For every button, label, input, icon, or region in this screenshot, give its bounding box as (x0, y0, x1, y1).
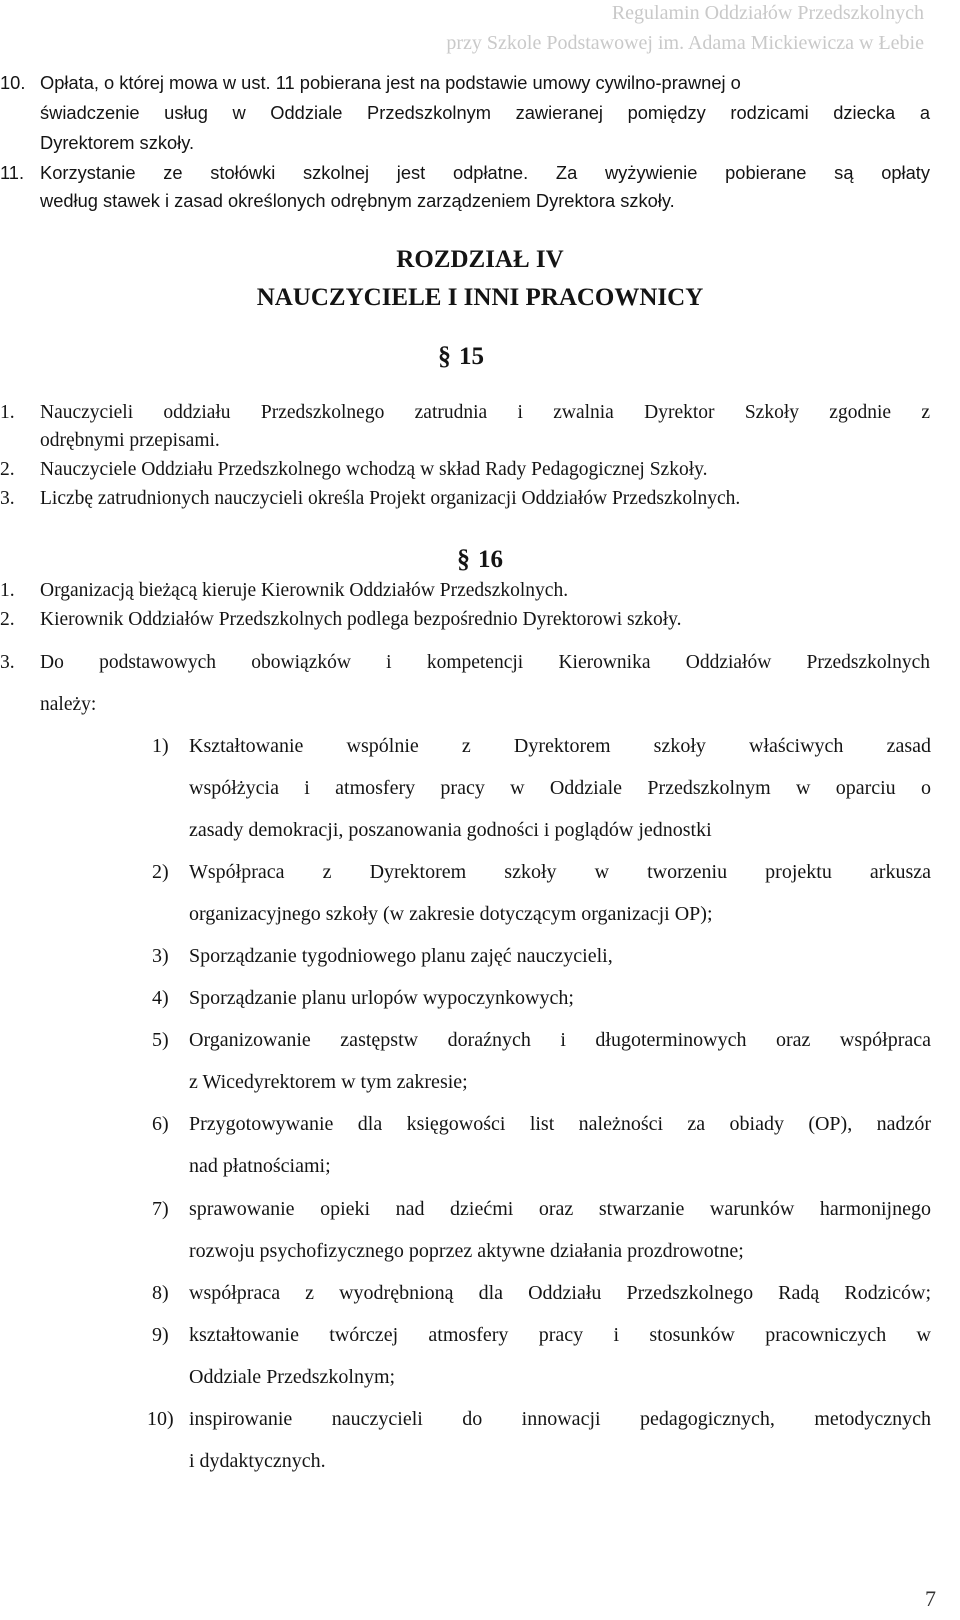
duty-line: współżycia i atmosfery pracy w Oddziale Przedszkolnym w oparciu o (189, 777, 931, 799)
paragraph-number: 11. (0, 162, 25, 183)
section-number: 16 (478, 546, 503, 573)
duty-line: Sporządzanie tygodniowego planu zajęć nauczycieli, (189, 945, 613, 967)
duty-line: z Wicedyrektorem w tym zakresie; (189, 1071, 468, 1093)
section-16-heading (457, 544, 503, 575)
duty-number: 1) (152, 735, 169, 757)
item-line: należy: (40, 694, 97, 715)
duty-line: nad płatnościami; (189, 1155, 331, 1177)
section-number: 15 (459, 343, 484, 370)
duty-number: 6) (152, 1113, 169, 1135)
duty-line: sprawowanie opieki nad dziećmi oraz stwarzanie warunków harmonijnego (189, 1198, 931, 1220)
paragraph-line: świadczenie usług w Oddziale Przedszkolnym zawieranej pomiędzy rodzicami dziecka a (40, 102, 930, 123)
chapter-title: ROZDZIAŁ IV (396, 246, 564, 273)
item-line: Nauczyciele Oddziału Przedszkolnego wchodzą w skład Rady Pedagogicznej Szkoły. (40, 459, 708, 480)
duty-number: 9) (152, 1324, 169, 1346)
paragraph-number: 10. (0, 72, 26, 93)
duty-line: rozwoju psychofizycznego poprzez aktywne działania prozdrowotne; (189, 1240, 744, 1262)
duty-line: i dydaktycznych. (189, 1450, 326, 1472)
duty-line: kształtowanie twórczej atmosfery pracy i stosunków pracowniczych w (189, 1324, 931, 1346)
duty-line: Organizowanie zastępstw doraźnych i długoterminowych oraz współpraca (189, 1029, 931, 1051)
item-line: Organizacją bieżącą kieruje Kierownik Oddziałów Przedszkolnych. (40, 580, 569, 601)
paragraph-line: według stawek i zasad określonych odrębnym zarządzeniem Dyrektora szkoły. (40, 190, 675, 211)
duty-line: Współpraca z Dyrektorem szkoły w tworzeniu projektu arkusza (189, 861, 931, 883)
paragraph-line: Opłata, o której mowa w ust. 11 pobierana jest na podstawie umowy cywilno-prawnej o (40, 72, 741, 93)
duty-number: 10) (147, 1408, 174, 1430)
paragraph-line: Dyrektorem szkoły. (40, 132, 195, 153)
duty-number: 5) (152, 1029, 169, 1051)
duty-line: Oddziale Przedszkolnym; (189, 1366, 396, 1388)
paragraph-line: Korzystanie ze stołówki szkolnej jest odpłatne. Za wyżywienie pobierane są opłaty (40, 162, 930, 183)
item-number: 2. (0, 459, 15, 480)
item-number: 1. (0, 580, 15, 601)
duty-line: organizacyjnego szkoły (w zakresie dotyczącym organizacji OP); (189, 903, 713, 925)
duty-number: 3) (152, 945, 169, 967)
duty-line: Kształtowanie wspólnie z Dyrektorem szkoły właściwych zasad (189, 735, 931, 757)
section-15-heading (438, 341, 484, 372)
item-line: Nauczycieli oddziału Przedszkolnego zatrudnia i zwalnia Dyrektor Szkoły zgodnie z (40, 402, 930, 423)
duty-number: 4) (152, 987, 169, 1009)
duty-line: zasady demokracji, poszanowania godności i poglądów jednostki (189, 819, 712, 841)
page-number: 7 (925, 1586, 936, 1611)
section-symbol: § (438, 341, 451, 370)
section-symbol: § (457, 544, 470, 573)
item-line: Liczbę zatrudnionych nauczycieli określa Projekt organizacji Oddziałów Przedszkolnych. (40, 488, 741, 509)
item-line: Kierownik Oddziałów Przedszkolnych podlega bezpośrednio Dyrektorowi szkoły. (40, 609, 682, 630)
running-header-title: Regulamin Oddziałów Przedszkolnych (611, 2, 924, 24)
duty-line: Przygotowywanie dla księgowości list należności za obiady (OP), nadzór (189, 1113, 931, 1135)
duty-line: współpraca z wyodrębnioną dla Oddziału Przedszkolnego Radą Rodziców; (189, 1282, 931, 1304)
duty-number: 8) (152, 1282, 169, 1304)
duty-line: Sporządzanie planu urlopów wypoczynkowych; (189, 987, 574, 1009)
chapter-subtitle: NAUCZYCIELE I INNI PRACOWNICY (256, 284, 704, 311)
item-number: 3. (0, 652, 15, 673)
duty-number: 7) (152, 1198, 169, 1220)
duty-line: inspirowanie nauczycieli do innowacji pedagogicznych, metodycznych (189, 1408, 931, 1430)
item-line: odrębnymi przepisami. (40, 430, 220, 451)
duty-number: 2) (152, 861, 169, 883)
item-number: 3. (0, 488, 15, 509)
running-header-subtitle: przy Szkole Podstawowej im. Adama Mickiewicza w Łebie (446, 32, 924, 54)
item-line: Do podstawowych obowiązków i kompetencji Kierownika Oddziałów Przedszkolnych (40, 652, 930, 673)
item-number: 2. (0, 609, 15, 630)
item-number: 1. (0, 402, 15, 423)
